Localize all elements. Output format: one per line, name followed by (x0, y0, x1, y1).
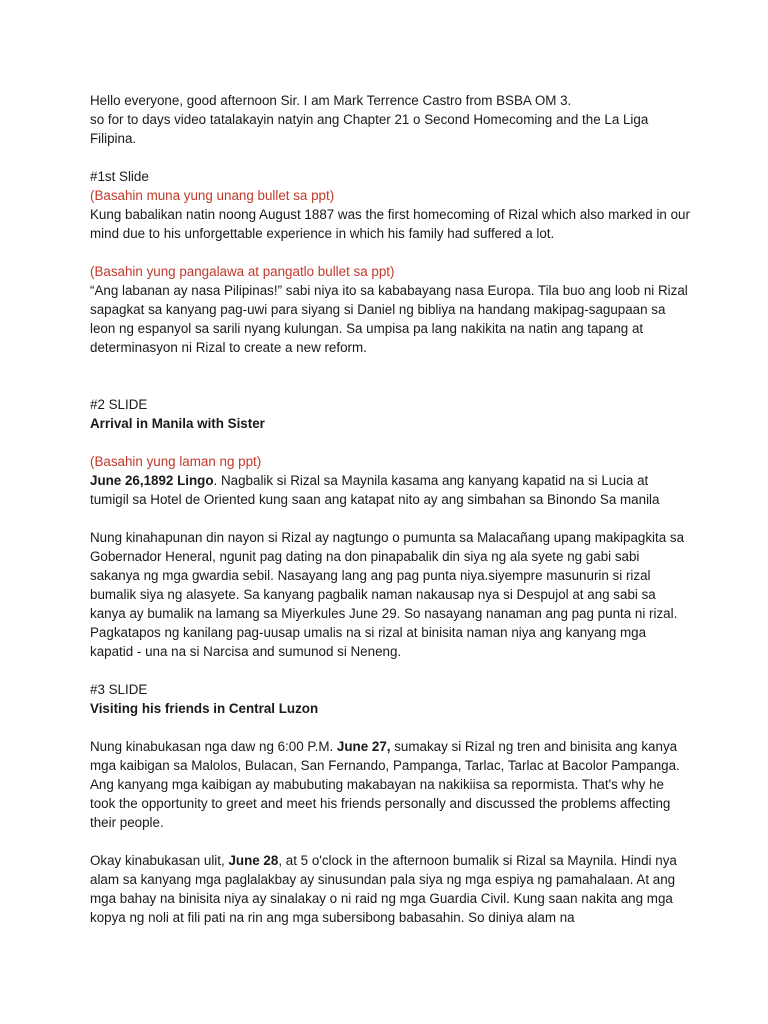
slide3-heading: #3 SLIDE (90, 682, 148, 697)
spacer (90, 661, 690, 680)
intro-line-2: so for to days video tatalakayin natyin ang Chapter 21 o Second Homecoming and the La Liga Filipina. (90, 112, 649, 146)
slide3-paragraph-2-lead: Okay kinabukasan ulit, (90, 853, 229, 868)
slide2-title (90, 414, 690, 433)
spacer (90, 357, 690, 395)
spacer (90, 243, 690, 262)
slide2-instruction: (Basahin yung laman ng ppt) (90, 454, 262, 469)
intro-line-1: Hello everyone, good afternoon Sir. I am Mark Terrence Castro from BSBA OM 3. (90, 93, 572, 108)
slide1-instruction-1: (Basahin muna yung unang bullet sa ppt) (90, 188, 335, 203)
slide3-paragraph-2-text: , at 5 o'clock in the afternoon bumalik si Rizal sa Maynila. Hindi nya alam sa kanyang mga paglalakbay ay sinusundan pala siya ng mga espiya ng pamahalaan. At ang mga bahay na binisita niya ay sinalakay o ni raid ng mga Guardia Civil. Kung saan nakita ang mga kopya ng noli at fili pati na rin ang mga subersibong babasahin. So diniya alam na (90, 853, 677, 925)
slide2-date: June 26,1892 Lingo (90, 473, 214, 488)
slide1-instruction-2: (Basahin yung pangalawa at pangatlo bullet sa ppt) (90, 264, 395, 279)
spacer (90, 718, 690, 737)
spacer (90, 433, 690, 452)
slide1-paragraph-1: Kung babalikan natin noong August 1887 was the first homecoming of Rizal which also marked in our mind due to his unforgettable experience in which his family had suffered a lot. (90, 207, 690, 241)
document-body (90, 91, 690, 927)
spacer (90, 832, 690, 851)
spacer (90, 148, 690, 167)
slide3-date-1: June 27, (336, 739, 391, 754)
slide2-heading: #2 SLIDE (90, 397, 148, 412)
slide2-paragraph-1-text: . Nagbalik si Rizal sa Maynila kasama ang kanyang kapatid na si Lucia at tumigil sa Hotel de Oriented kung saan ang katapat nito ay ang simbahan sa Binondo Sa manila (90, 473, 660, 507)
slide1-heading: #1st Slide (90, 169, 149, 184)
slide3-title (90, 699, 690, 718)
slide2-paragraph-2: Nung kinahapunan din nayon si Rizal ay nagtungo o pumunta sa Malacañang upang makipagkita sa Gobernador Heneral, ngunit pag dating na don pinapabalik din siya ng ala syete ng gabi sabi sakanya ng mga gwardia sebil. Nasayang lang ang pag punta niya.siyempre masunurin si rizal bumalik siya ng alasyete. Sa kanyang pagbalik naman nakausap nya si Despujol at ang sabi sa kanya ay bumalik na lamang sa Miyerkules June 29. So nasayang nanaman ang pag punta ni rizal. Pagkatapos ng kanilang pag-uusap umalis na si rizal at binisita naman niya ang kanyang mga kapatid - una na si Narcisa and sumunod si Neneng. (90, 530, 685, 659)
slide3-paragraph-1-text: sumakay si Rizal ng tren and binisita ang kanya mga kaibigan sa Malolos, Bulacan, San Fernando, Pampanga, Tarlac, Tarlac at Bacolor Pampanga. Ang kanyang mga kaibigan ay mabubuting makabayan na nakikiisa sa repormista. That's why he took the opportunity to greet and meet his friends personally and discussed the problems affecting their people. (90, 739, 680, 830)
spacer (90, 509, 690, 528)
slide2-title-text: Arrival in Manila with Sister (90, 416, 265, 431)
slide1-paragraph-2: “Ang labanan ay nasa Pilipinas!” sabi niya ito sa kababayang nasa Europa. Tila buo ang loob ni Rizal sapagkat sa kanyang pag-uwi para siyang si Daniel ng bibliya na handang makipag-sagupaan sa leon ng espanyol sa sarili nyang kulungan. Sa umpisa pa lang nakikita na natin ang tapang at determinasyon ni Rizal to create a new reform. (90, 283, 688, 355)
slide3-paragraph-1-lead: Nung kinabukasan nga daw ng 6:00 P.M. (90, 739, 337, 754)
slide3-title-text: Visiting his friends in Central Luzon (90, 701, 319, 716)
slide3-paragraph-1 (90, 737, 690, 832)
slide2-paragraph-1 (90, 471, 690, 509)
slide3-paragraph-2 (90, 851, 690, 927)
slide3-date-2: June 28 (228, 853, 279, 868)
